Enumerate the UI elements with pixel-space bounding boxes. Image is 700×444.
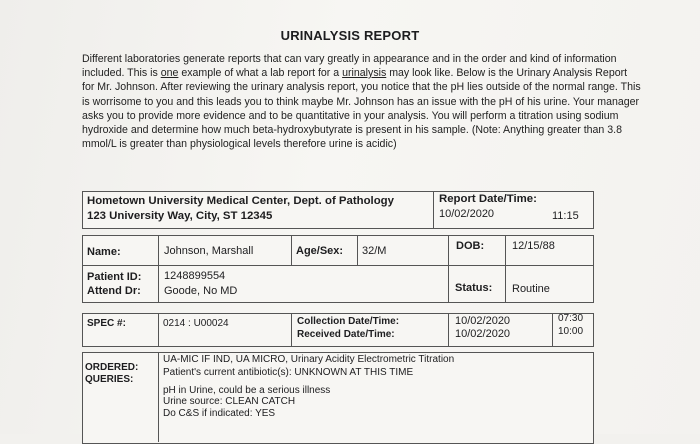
- patient-vline-2: [291, 235, 292, 265]
- intro-emphasis-one: one: [160, 67, 179, 80]
- report-time: 11:15: [552, 210, 579, 222]
- page-title: URINALYSIS REPORT: [280, 28, 420, 43]
- report-date-label: Report Date/Time:: [439, 193, 537, 205]
- orders-vline: [158, 352, 159, 442]
- collection-date: 10/02/2020: [455, 315, 511, 327]
- query-ph: pH in Urine, could be a serious illness: [163, 385, 331, 396]
- queries-label: QUERIES:: [85, 374, 134, 385]
- report-date: 10/02/2020: [439, 208, 495, 220]
- intro-paragraph: [82, 52, 642, 151]
- query-urine-source: Urine source: CLEAN CATCH: [163, 396, 296, 407]
- collection-label: Collection Date/Time:: [297, 316, 400, 327]
- intro-text-2: example of what a lab report for a: [178, 67, 343, 80]
- query-antibiotics: Patient's current antibiotic(s): UNKNOWN AT THIS TIME: [163, 367, 414, 378]
- received-time: 10:00: [558, 326, 584, 337]
- spec-label: SPEC #:: [87, 318, 126, 329]
- specimen-vline-3: [448, 313, 449, 346]
- facility-address: 123 University Way, City, ST 12345: [87, 210, 273, 222]
- patient-hline: [82, 265, 593, 266]
- ordered-label: ORDERED:: [85, 362, 139, 373]
- collection-time: 07:30: [558, 313, 584, 324]
- patient-vline-4: [448, 235, 449, 302]
- ordered-tests: UA-MIC IF IND, UA MICRO, Urinary Acidity Electrometric Titration: [163, 354, 455, 365]
- status-label: Status:: [455, 282, 493, 294]
- dob-label: DOB:: [456, 240, 485, 252]
- spec-number: 0214 : U00024: [163, 318, 229, 329]
- specimen-vline-1: [158, 313, 159, 346]
- query-culture: Do C&S if indicated: YES: [163, 408, 276, 419]
- patient-agesex: 32/M: [362, 245, 387, 257]
- patient-vline-3: [357, 235, 358, 265]
- patient-dob: 12/15/88: [512, 240, 555, 252]
- specimen-vline-2: [291, 313, 292, 346]
- attending-doctor: Goode, No MD: [164, 285, 238, 297]
- patient-vline-1: [158, 235, 159, 302]
- patient-id: 1248899554: [164, 270, 226, 282]
- received-label: Received Date/Time:: [297, 329, 395, 340]
- name-label: Name:: [87, 246, 121, 258]
- status-value: Routine: [512, 283, 550, 295]
- intro-emphasis-urinalysis: urinalysis: [342, 67, 387, 80]
- patient-vline-5: [505, 235, 506, 302]
- header-divider: [433, 191, 434, 228]
- intro-text-3: may look like. Below is the Urinary Analysis Report for Mr. Johnson. After reviewing the urinary analysis report, you notice that the pH lies outside of the normal range. This is worrisome to you and this leads you to think maybe Mr. Johnson has an issue with the pH of his urine. Your manager asks you to provide more evidence and to be quantitative in your analysis. You will perform a titration using sodium hydroxide and determine how much beta-hydroxybutyrate is present in his sample. (Note: Anything greater than 3.8 mmol/L is greater than physiological levels therefore urine is acidic): [82, 67, 641, 151]
- received-date: 10/02/2020: [455, 328, 511, 340]
- patient-name: Johnson, Marshall: [164, 245, 254, 257]
- intro-text-1: Different laboratories generate reports that can vary greatly in appearance and in the order and kind of information included. This is: [82, 53, 617, 80]
- patient-id-label: Patient ID:: [87, 271, 142, 283]
- agesex-label: Age/Sex:: [296, 245, 344, 257]
- facility-name: Hometown University Medical Center, Dept. of Pathology: [87, 195, 394, 207]
- attend-label: Attend Dr:: [87, 285, 141, 297]
- specimen-vline-4: [552, 313, 553, 346]
